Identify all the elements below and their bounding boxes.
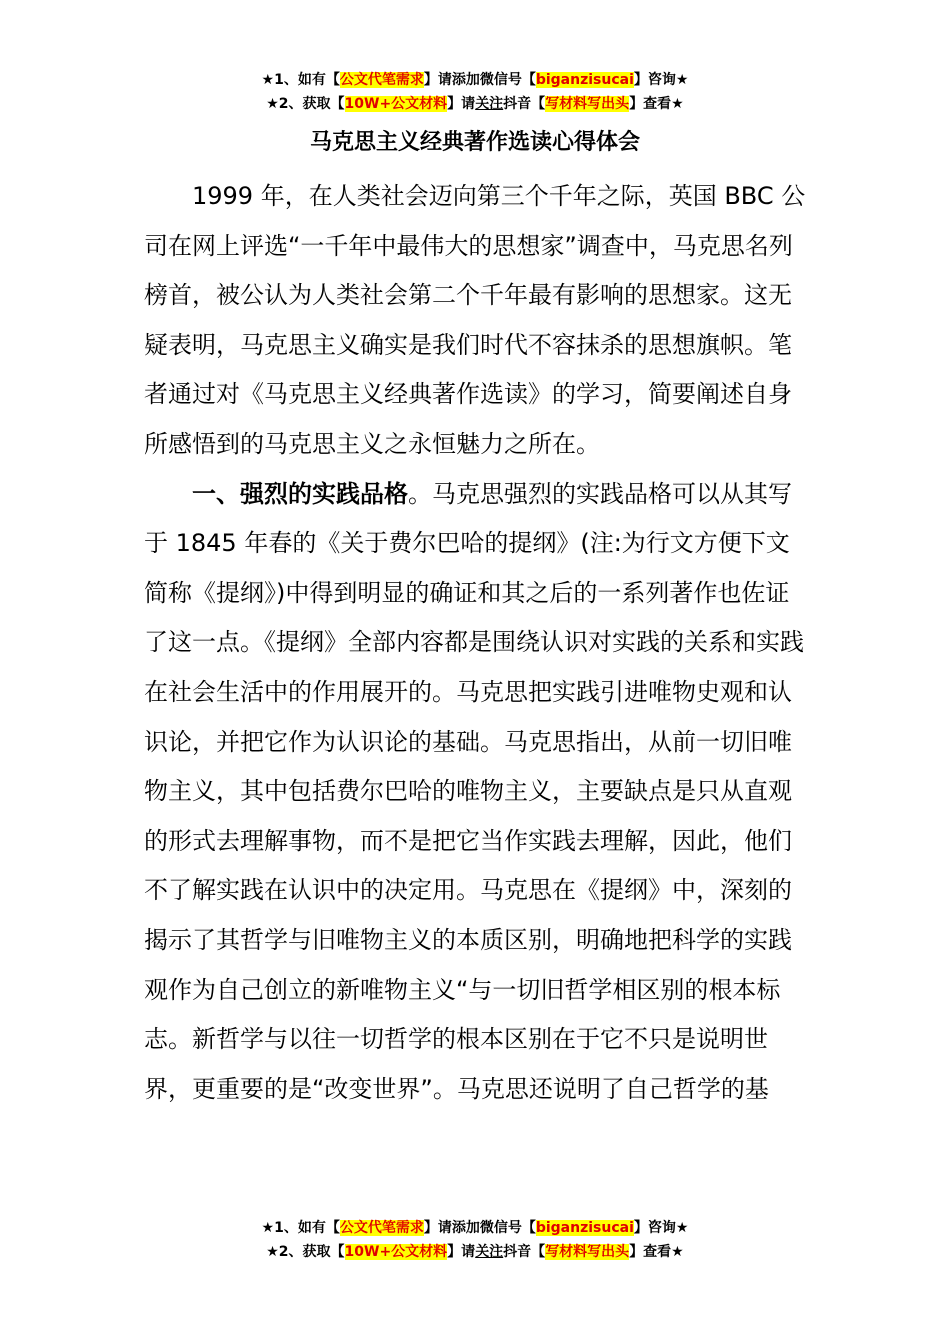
banner-text: 抖音【 (503, 1244, 546, 1260)
banner-line-1 (0, 1216, 950, 1240)
banner-highlight: 写材料写出头 (545, 96, 630, 112)
banner-text: 】请添加微信号【 (423, 72, 536, 88)
banner-text: 】请 (447, 96, 476, 112)
body-paragraph (144, 470, 810, 1115)
banner-highlight: 公文代笔需求 (339, 72, 424, 88)
banner-highlight: 公文代笔需求 (339, 1220, 424, 1236)
paragraph-text: 1999 年，在人类社会迈向第三个千年之际，英国 BBC 公司在网上评选“一千年中最伟大的思想家”调查中，马克思名列榜首，被公认为人类社会第二个千年最有影响的思想家。这无疑表明，马克思主义确实是我们时代不容抹杀的思想旗帜。笔者通过对《马克思主义经典著作选读》的学习，简要阐述自身所感悟到的马克思主义之永恒魅力之所在。 (144, 182, 806, 458)
banner-highlight: 写材料写出头 (545, 1244, 630, 1260)
footer-banner (0, 1216, 950, 1264)
banner-text: 】咨询★ (633, 1220, 689, 1236)
banner-text: ★2、获取【 (266, 1244, 345, 1260)
document-body (144, 172, 810, 1114)
banner-text: ★2、获取【 (266, 96, 345, 112)
banner-text: 】咨询★ (633, 72, 689, 88)
header-banner (0, 68, 950, 116)
section-heading: 一、强烈的实践品格 (192, 479, 408, 508)
banner-underlined-text: 关注 (475, 96, 504, 112)
banner-text: 】查看★ (629, 1244, 684, 1260)
banner-text: 抖音【 (503, 96, 546, 112)
paragraph-text: 。马克思强烈的实践品格可以从其写于 1845 年春的《关于费尔巴哈的提纲》(注:为行文方便下文简称《提纲》)中得到明显的确证和其之后的一系列著作也佐证了这一点。《提纲》全部内容都是围绕认识对实践的关系和实践在社会生活中的作用展开的。马克思把实践引进唯物史观和认识论，并把它作为认识论的基础。马克思指出，从前一切旧唯物主义，其中包括费尔巴哈的唯物主义，主要缺点是只从直观的形式去理解事物，而不是把它当作实践去理解，因此，他们不了解实践在认识中的决定用。马克思在《提纲》中，深刻的揭示了其哲学与旧唯物主义的本质区别，明确地把科学的实践观作为自己创立的新唯物主义“与一切旧哲学相区别的根本标志。新哲学与以往一切哲学的根本区别在于它不只是说明世界，更重要的是“改变世界”。马克思还说明了自己哲学的基 (144, 479, 804, 1103)
banner-highlight: 10W+公文材料 (344, 96, 448, 112)
banner-text: 】查看★ (629, 96, 684, 112)
banner-highlight: biganzisucai (535, 1220, 634, 1236)
banner-line-1 (0, 68, 950, 92)
banner-highlight: 10W+公文材料 (344, 1244, 448, 1260)
body-paragraph (144, 172, 810, 470)
banner-text: 】请 (447, 1244, 476, 1260)
document-title: 马克思主义经典著作选读心得体会 (309, 130, 640, 155)
banner-line-2 (0, 1240, 950, 1264)
banner-line-2 (0, 92, 950, 116)
banner-highlight: biganzisucai (535, 72, 634, 88)
banner-underlined-text: 关注 (475, 1244, 504, 1260)
banner-text: ★1、如有【 (261, 72, 340, 88)
banner-text: ★1、如有【 (261, 1220, 340, 1236)
banner-text: 】请添加微信号【 (423, 1220, 536, 1236)
